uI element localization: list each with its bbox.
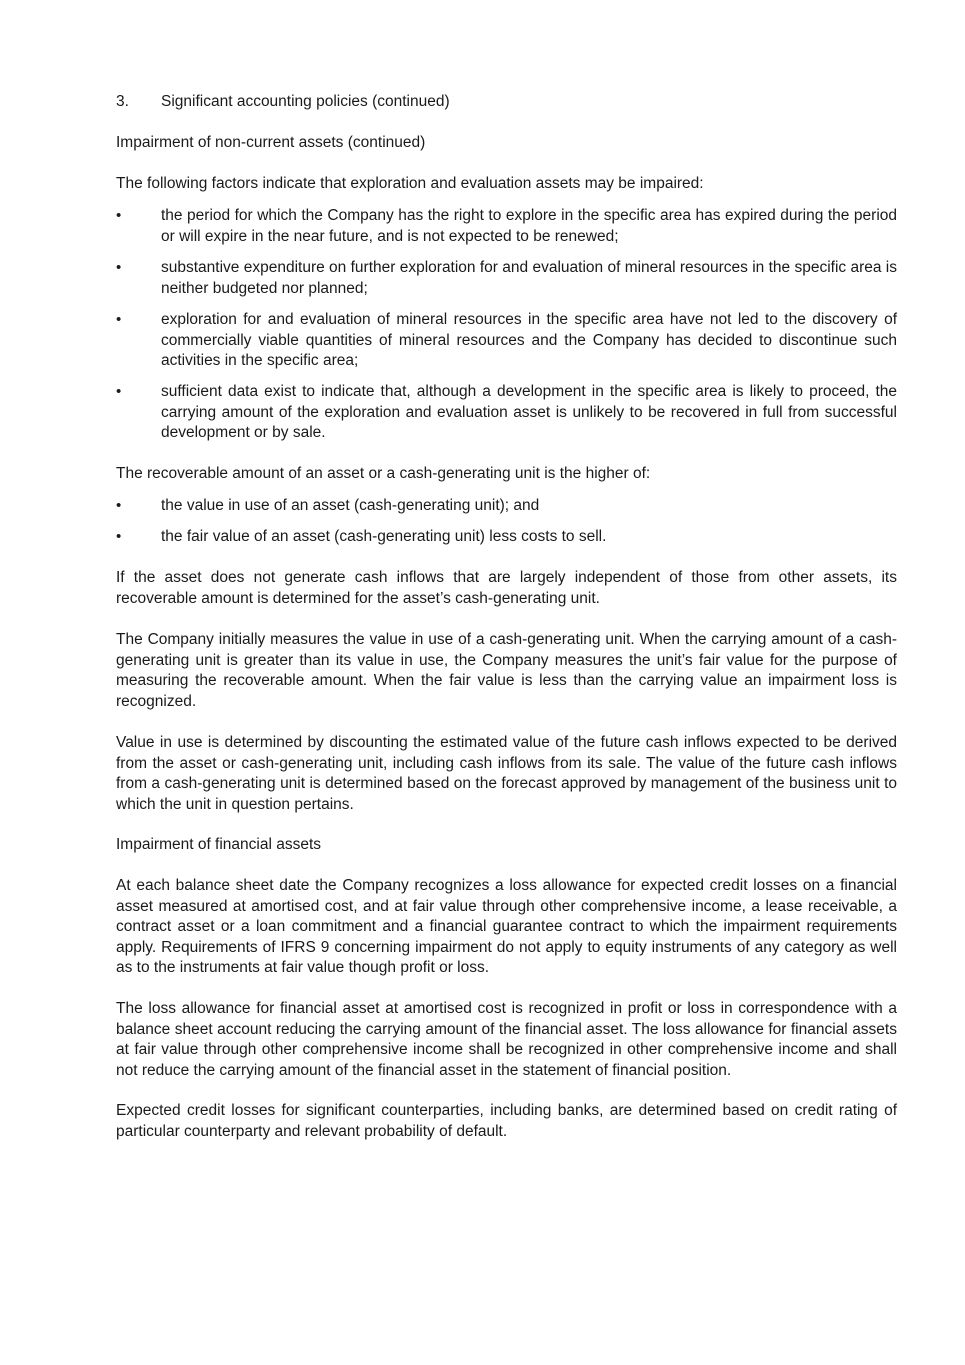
paragraph-cash-inflows: If the asset does not generate cash inflows that are largely independent of those from other assets, its recoverable amount is determined for the asset’s cash-generating unit. <box>116 569 897 607</box>
recoverable-intro: The recoverable amount of an asset or a cash-generating unit is the higher of: <box>116 465 651 482</box>
section-title: Significant accounting policies (continued) <box>161 93 450 110</box>
bullet-icon: • <box>116 383 122 400</box>
paragraph-loss-recognition: The loss allowance for financial asset at amortised cost is recognized in profit or loss in correspondence with a balance sheet account reducing the carrying amount of the financial asset. The loss allowance for financial assets at fair value through other comprehensive income shall be recognized in other comprehensive income and shall not reduce the carrying amount of the financial asset in the statement of financial position. <box>116 1000 897 1079</box>
list-item-text: sufficient data exist to indicate that, although a development in the specific area is likely to proceed, the carrying amount of the exploration and evaluation asset is unlikely to be recovered in full from successful development or by sale. <box>161 383 897 441</box>
paragraph-expected-credit-losses: Expected credit losses for significant counterparties, including banks, are determined based on credit rating of particular counterparty and relevant probability of default. <box>116 1102 897 1140</box>
list-item-text: the period for which the Company has the right to explore in the specific area has expired during the period or will expire in the near future, and is not expected to be renewed; <box>161 207 897 245</box>
list-item-text: the fair value of an asset (cash-generating unit) less costs to sell. <box>161 528 607 545</box>
list-item-text: substantive expenditure on further exploration for and evaluation of mineral resources in the specific area is neither budgeted nor planned; <box>161 259 897 297</box>
subheading-impairment-financial: Impairment of financial assets <box>116 836 322 853</box>
bullet-icon: • <box>116 528 122 545</box>
paragraph-initial-measurement: The Company initially measures the value in use of a cash-generating unit. When the carrying amount of a cash-generating unit is greater than its value in use, the Company measures the unit’s fair value for the purpose of measuring the recoverable amount. When the fair value is less than the carrying value an impairment loss is recognized. <box>116 631 897 710</box>
paragraph-loss-allowance: At each balance sheet date the Company recognizes a loss allowance for expected credit losses on a financial asset measured at amortised cost, and at fair value through other comprehensive income, a lease receivable, a contract asset or a loan commitment and a financial guarantee contract to which the impairment requirements apply. Requirements of IFRS 9 concerning impairment do not apply to equity instruments of any category as well as to the instruments at fair value though profit or loss. <box>116 877 897 976</box>
list-item-text: exploration for and evaluation of mineral resources in the specific area have not led to the discovery of commercially viable quantities of mineral resources and the Company has decided to discontinue such activities in the specific area; <box>161 311 897 369</box>
paragraph-value-in-use: Value in use is determined by discounting the estimated value of the future cash inflows expected to be derived from the asset or cash-generating unit, including cash inflows from its sale. The value of the future cash inflows from a cash-generating unit is determined based on the forecast approved by management of the business unit to which the unit in question pertains. <box>116 734 897 813</box>
list-item-text: the value in use of an asset (cash-generating unit); and <box>161 497 540 514</box>
subheading-impairment-noncurrent: Impairment of non-current assets (continued) <box>116 134 426 151</box>
factors-intro: The following factors indicate that exploration and evaluation assets may be impaired: <box>116 175 704 192</box>
bullet-icon: • <box>116 259 122 276</box>
bullet-icon: • <box>116 311 122 328</box>
bullet-icon: • <box>116 207 122 224</box>
bullet-icon: • <box>116 497 122 514</box>
section-number: 3. <box>116 93 129 110</box>
